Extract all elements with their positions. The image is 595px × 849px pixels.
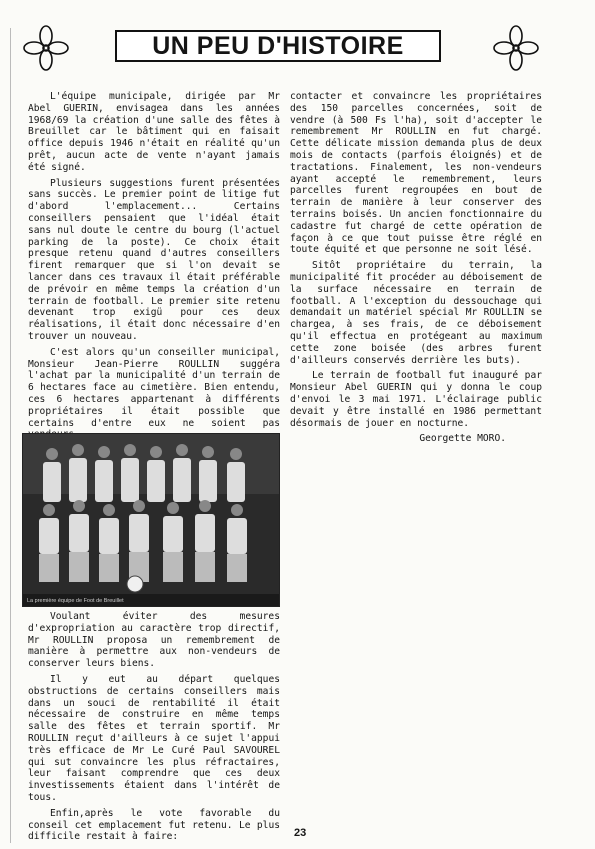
paragraph: Il y eut au départ quelques obstructions de certains conseillers mais dans un souci de rentabilité il était nécessaire de construire en même temps salle des fêtes et terrain sportif. Mr ROULLIN reçut d'ailleurs à ce sujet l'appui très efficace de Mr Le Curé Paul SAVOUREL qui sut convaincre les plus réfractaires, leur faisant comprendre que ces deux investissements étaient dans l'intérêt de tous. [28, 673, 280, 803]
page-title: UN PEU D'HISTOIRE [152, 31, 404, 60]
paragraph: Plusieurs suggestions furent présentées sans succès. Le premier point de litige fut d'abord l'emplacement... Certains conseillers pensaient que l'idéal était sans nul doute le centre du bourg (l'actuel parking de la poste). Ce choix était presque retenu quand d'autres conseillers firent remarquer que si l'on devait se lancer dans ces travaux il était préférable de prévoir en même temps la création d'un terrain de football. Le premier site retenu devenant trop exigü pour ces deux réalisations, il était donc nécessaire d'en trouver un nouveau. [28, 177, 280, 342]
article-column-left-bottom [28, 611, 280, 847]
paragraph: Le terrain de football fut inauguré par Monsieur Abel GUERIN qui y donna le coup d'envoi le 3 mai 1971. L'éclairage public devait y être installé en 1986 permettant désormais de jouer en nocturne. [290, 370, 542, 429]
paragraph: Sitôt propriétaire du terrain, la municipalité fit procéder au déboisement de la surface nécessaire en terrain de football. A l'exception du dessouchage qui demandait un matériel spécial Mr ROULLIN se chargea, à ses frais, de ce déboisement qu'il effectua en protégeant au maximum cette zone boisée (des arbres furent d'ailleurs conservés derrière les buts). [290, 260, 542, 366]
paragraph: contacter et convaincre les propriétaires des 150 parcelles concernées, soit de vendre (à 500 Fs l'ha), soit d'accepter le remembrement Mr ROULLIN en fut chargé. Cette délicate mission demanda plus de deux mois de contacts (parfois éloignés) et de tractations. Finalement, les non-vendeurs ayant accepté le remembrement, leurs parcelles furent regroupées en bout de terrain de manière à leur conserver des terrains boisés. Un ancien fonctionnaire du cadastre fut chargé de cette opération de façon à ce que tout puisse être réglé en toute équité et que personne ne soit lésé. [290, 91, 542, 256]
flower-ornament-icon [22, 24, 70, 72]
photo-caption: La première équipe de Foot de Breuillet [27, 598, 124, 604]
page-number: 23 [294, 827, 307, 839]
paragraph: Voulant éviter des mesures d'expropriation au caractère trop directif, Mr ROULLIN proposa un remembrement de manière à permettre aux non-vendeurs de conserver leurs biens. [28, 611, 280, 670]
article-column-right [290, 91, 542, 445]
paragraph: L'équipe municipale, dirigée par Mr Abel GUERIN, envisagea dans les années 1968/69 la création d'une salle des fêtes à Breuillet car le bâtiment qui en faisait office depuis 1946 n'était en réalité qu'un prêt, aucun acte de vente n'ayant jamais été signé. [28, 91, 280, 173]
author-signature: Georgette MORO. [419, 433, 506, 445]
article-column-left [28, 91, 280, 445]
football-team-image [23, 434, 279, 594]
paragraph: C'est alors qu'un conseiller municipal, Monsieur Jean-Pierre ROULLIN suggéra l'achat par la municipalité d'un terrain de 6 hectares face au cimetière. Bien entendu, ces 6 hectares appartenant à différents propriétaires il était possible que certains d'entre eux ne soient pas [28, 346, 280, 429]
team-photo [22, 433, 280, 607]
flower-ornament-icon [492, 24, 540, 72]
title-banner [115, 30, 441, 62]
paragraph: Enfin,après le vote favorable du conseil cet emplacement fut retenu. Le plus difficile restait à faire: [28, 807, 280, 843]
